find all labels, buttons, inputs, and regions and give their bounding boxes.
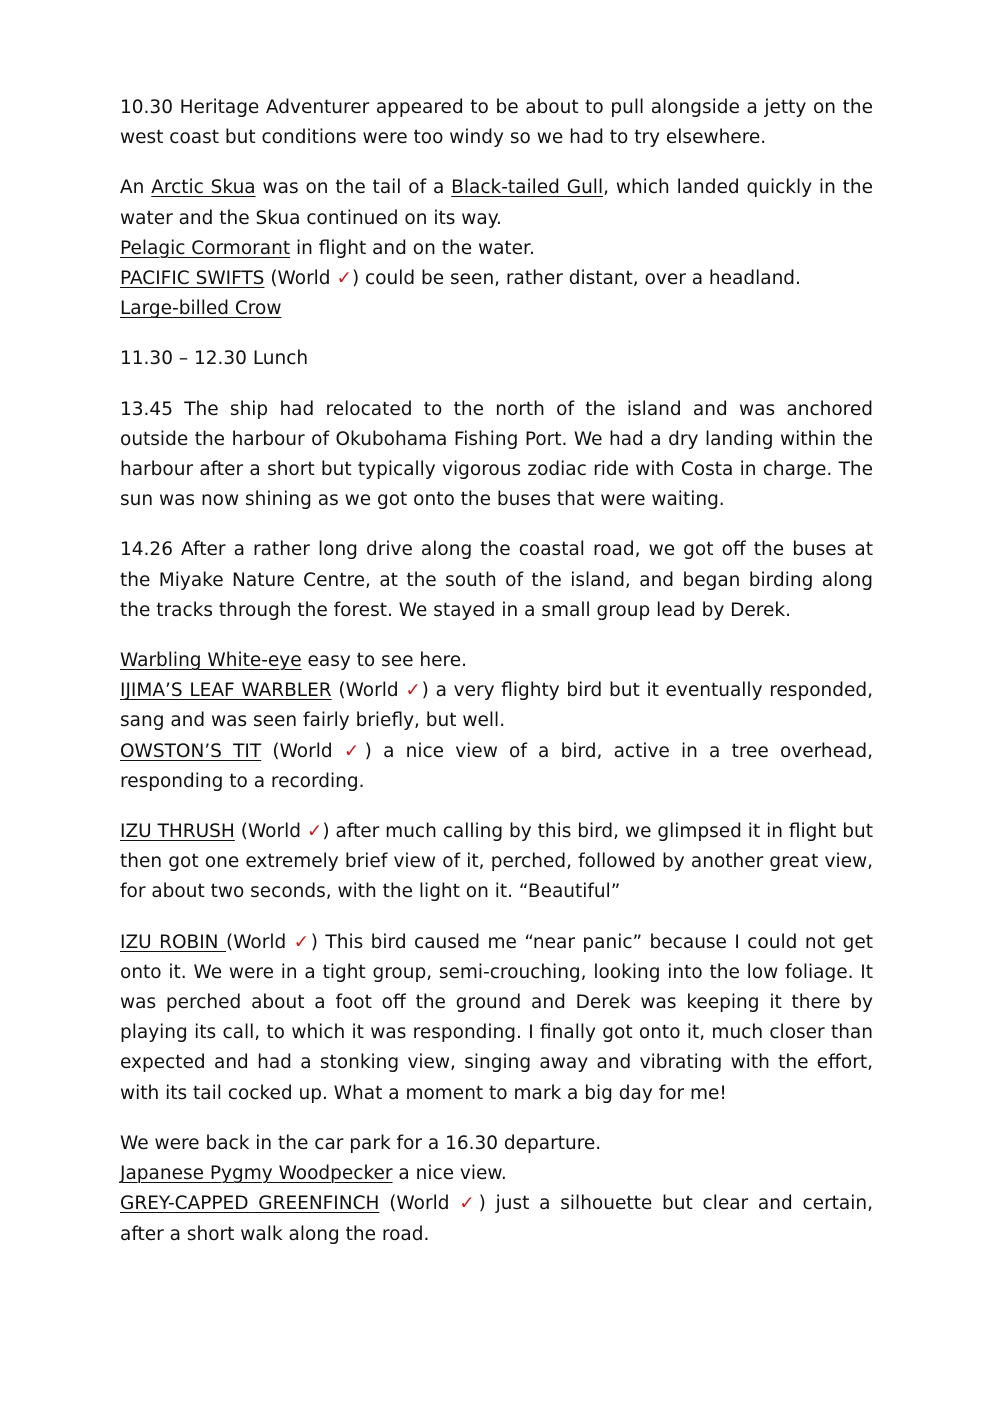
line-warbling-white-eye: Warbling White-eye easy to see here. xyxy=(120,650,467,672)
species-owstons-tit: OWSTON’S TIT xyxy=(120,740,262,762)
species-pelagic-cormorant: Pelagic Cormorant xyxy=(120,237,291,259)
paragraph-izu-thrush: IZU THRUSH (World ✓) after much calling by this bird, we glimpsed it in flight but then got one extremely brief view of it, perched, followed by another great view, for about two seconds, with the light on it. “Beautiful” xyxy=(120,821,874,903)
line-pelagic-cormorant: Pelagic Cormorant in flight and on the water. xyxy=(120,237,535,259)
species-pacific-swifts: PACIFIC SWIFTS xyxy=(120,268,265,290)
line-grey-capped-greenfinch: GREY-CAPPED GREENFINCH (World ✓) just a silhouette but clear and certain, after a short walk along the road. xyxy=(120,1193,874,1245)
species-ijimas-leaf-warbler: IJIMA’S LEAF WARBLER xyxy=(120,680,332,702)
species-japanese-pygmy-woodpecker: Japanese Pygmy Woodpecker xyxy=(120,1163,393,1185)
paragraph-skua-sightings xyxy=(120,173,873,324)
species-black-tailed-gull: Black-tailed Gull xyxy=(451,177,604,199)
paragraph-text: 10.30 Heritage Adventurer appeared to be about to pull alongside a jetty on the west coast but conditions were too windy so we had to try elsewhere. xyxy=(120,97,873,149)
species-izu-robin: IZU ROBIN xyxy=(120,931,226,953)
line-ijimas-leaf-warbler: IJIMA’S LEAF WARBLER (World ✓) a very flighty bird but it eventually responded, sang and was seen fairly briefly, but well. xyxy=(120,680,873,732)
check-icon: ✓ xyxy=(343,740,365,762)
species-warbling-white-eye: Warbling White-eye xyxy=(120,650,302,672)
line-owstons-tit: OWSTON’S TIT (World ✓) a nice view of a bird, active in a tree overhead, responding to a recording. xyxy=(120,740,874,792)
paragraph-car-park xyxy=(120,1129,873,1250)
species-grey-capped-greenfinch: GREY-CAPPED GREENFINCH xyxy=(120,1193,380,1215)
check-icon: ✓ xyxy=(336,268,352,290)
line-arctic-skua: An Arctic Skua was on the tail of a Black-tailed Gull, which landed quickly in the water and the Skua continued on its way. xyxy=(120,177,874,229)
line-pygmy-woodpecker: Japanese Pygmy Woodpecker a nice view. xyxy=(120,1163,507,1185)
paragraph-relocation: 13.45 The ship had relocated to the north of the island and was anchored outside the harbour of Okubohama Fishing Port. We had a dry landing within the harbour after a short but typically vigorous zodiac ride with Costa in charge. The sun was now shining as we got onto the buses that were waiting. xyxy=(120,398,873,511)
check-icon: ✓ xyxy=(306,821,323,843)
paragraph-lunch: 11.30 – 12.30 Lunch xyxy=(120,348,309,370)
check-icon: ✓ xyxy=(459,1193,479,1215)
paragraph-forest-birds xyxy=(120,646,873,797)
species-izu-thrush: IZU THRUSH xyxy=(120,821,235,843)
paragraph-heritage-adventurer xyxy=(120,93,873,153)
species-arctic-skua: Arctic Skua xyxy=(151,177,256,199)
species-large-billed-crow: Large-billed Crow xyxy=(120,298,282,320)
document-page xyxy=(120,93,873,1270)
paragraph-nature-centre: 14.26 After a rather long drive along the coastal road, we got off the buses at the Miyake Nature Centre, at the south of the island, and began birding along the tracks through the forest. We stayed in a small group lead by Derek. xyxy=(120,539,873,621)
paragraph-izu-robin: IZU ROBIN (World ✓) This bird caused me “near panic” because I could not get onto it. We were in a tight group, semi-crouching, looking into the low foliage. It was perched about a foot off the ground and Derek was keeping it there by playing its call, to which it was responding. I finally got onto it, much closer than expected and had a stonking view, singing away and vibrating with the effort, with its tail cocked up. What a moment to mark a big day for me! xyxy=(120,931,873,1104)
line-departure: We were back in the car park for a 16.30 departure. xyxy=(120,1132,602,1154)
line-large-billed-crow xyxy=(120,294,873,324)
line-pacific-swifts: PACIFIC SWIFTS (World ✓) could be seen, rather distant, over a headland. xyxy=(120,268,801,290)
check-icon: ✓ xyxy=(405,680,422,702)
check-icon: ✓ xyxy=(293,931,311,953)
